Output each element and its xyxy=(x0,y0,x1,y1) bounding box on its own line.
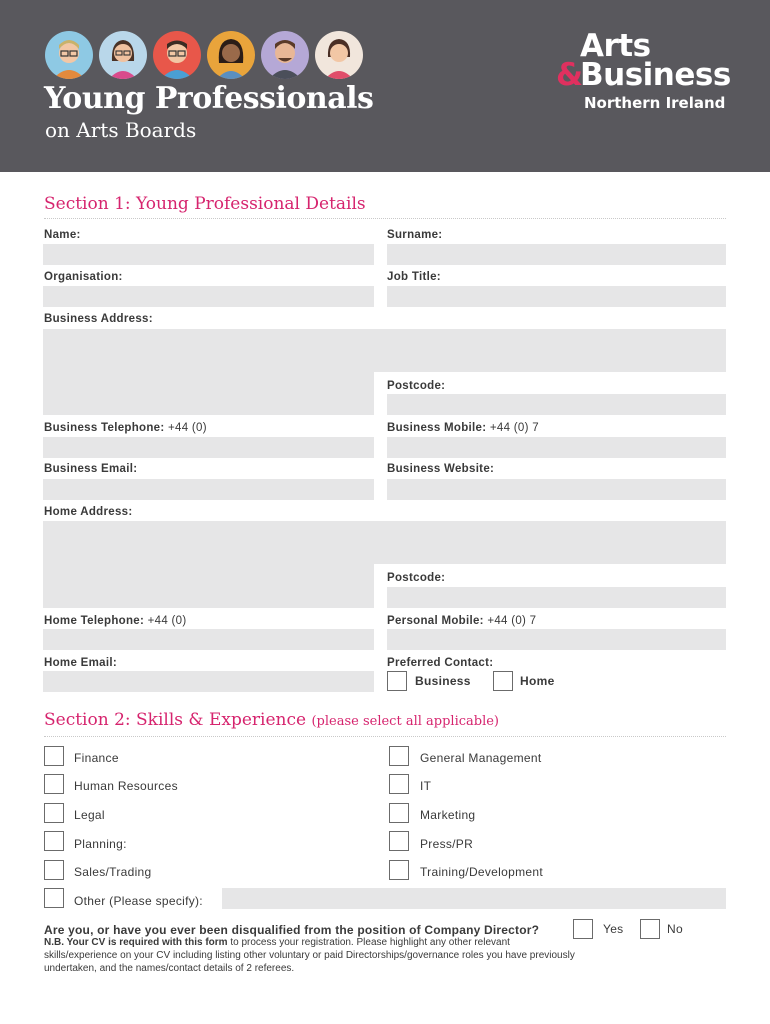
skill-sales-trading-label: Sales/Trading xyxy=(74,865,152,879)
business-email-field[interactable] xyxy=(43,479,374,500)
preferred-contact-home-label: Home xyxy=(520,674,555,688)
business-website-field[interactable] xyxy=(387,479,726,500)
organisation-label: Organisation: xyxy=(44,271,123,283)
banner-subtitle: on Arts Boards xyxy=(45,118,197,142)
home-email-field[interactable] xyxy=(43,671,374,692)
section-2-title: Section 2: Skills & Experience (please select all applicable) xyxy=(44,710,499,730)
home-postcode-field[interactable] xyxy=(387,587,726,608)
avatar-illustration xyxy=(207,31,255,79)
home-address-label: Home Address: xyxy=(44,506,133,518)
business-address-field[interactable] xyxy=(43,329,726,372)
disqualified-no-checkbox[interactable] xyxy=(640,919,660,939)
disqualified-no-label: No xyxy=(667,922,683,936)
skill-other-label: Other (Please specify): xyxy=(74,894,203,908)
home-email-label: Home Email: xyxy=(44,657,117,669)
skill-press-pr-checkbox[interactable] xyxy=(389,831,409,851)
home-telephone-label: Home Telephone: +44 (0) xyxy=(44,615,187,627)
home-address-field[interactable] xyxy=(43,521,726,564)
skill-finance-checkbox[interactable] xyxy=(44,746,64,766)
skill-legal-checkbox[interactable] xyxy=(44,803,64,823)
skill-planning-checkbox[interactable] xyxy=(44,831,64,851)
skill-training-development-label: Training/Development xyxy=(420,865,543,879)
name-field[interactable] xyxy=(43,244,374,265)
section-2-divider xyxy=(44,736,726,737)
preferred-contact-label: Preferred Contact: xyxy=(387,657,494,669)
business-mobile-label: Business Mobile: +44 (0) 7 xyxy=(387,422,539,434)
preferred-contact-business-label: Business xyxy=(415,674,471,688)
skill-other-checkbox[interactable] xyxy=(44,888,64,908)
surname-field[interactable] xyxy=(387,244,726,265)
skill-other-field[interactable] xyxy=(222,888,726,909)
job-title-label: Job Title: xyxy=(387,271,441,283)
home-telephone-field[interactable] xyxy=(43,629,374,650)
home-address-field-lower[interactable] xyxy=(43,564,374,608)
preferred-contact-business-checkbox[interactable] xyxy=(387,671,407,691)
skill-marketing-checkbox[interactable] xyxy=(389,803,409,823)
surname-label: Surname: xyxy=(387,229,443,241)
skill-training-development-checkbox[interactable] xyxy=(389,860,409,880)
skill-general-management-checkbox[interactable] xyxy=(389,746,409,766)
avatar-illustration xyxy=(99,31,147,79)
business-postcode-label: Postcode: xyxy=(387,380,446,392)
skill-general-management-label: General Management xyxy=(420,751,542,765)
preferred-contact-home-checkbox[interactable] xyxy=(493,671,513,691)
skill-it-checkbox[interactable] xyxy=(389,774,409,794)
avatar-illustration xyxy=(261,31,309,79)
section-2-note: (please select all applicable) xyxy=(311,714,499,729)
business-telephone-label: Business Telephone: +44 (0) xyxy=(44,422,207,434)
business-email-label: Business Email: xyxy=(44,463,138,475)
skill-sales-trading-checkbox[interactable] xyxy=(44,860,64,880)
avatar-illustration xyxy=(315,31,363,79)
section-1-divider xyxy=(44,218,726,219)
skill-finance-label: Finance xyxy=(74,751,119,765)
business-website-label: Business Website: xyxy=(387,463,495,475)
business-mobile-field[interactable] xyxy=(387,437,726,458)
disqualified-yes-label: Yes xyxy=(603,922,624,936)
avatar-illustration xyxy=(45,31,93,79)
skill-human-resources-checkbox[interactable] xyxy=(44,774,64,794)
skill-legal-label: Legal xyxy=(74,808,105,822)
skill-human-resources-label: Human Resources xyxy=(74,779,178,793)
cv-footnote: N.B. Your CV is required with this form to process your registration. Please highlight any other relevant skills/experience on your CV including listing other voluntary or paid Directorships/governance roles you have previously undertaken, and the names/contact details of 2 referees. xyxy=(44,937,575,974)
organisation-field[interactable] xyxy=(43,286,374,307)
job-title-field[interactable] xyxy=(387,286,726,307)
business-telephone-field[interactable] xyxy=(43,437,374,458)
skill-it-label: IT xyxy=(420,779,432,793)
business-postcode-field[interactable] xyxy=(387,394,726,415)
skill-marketing-label: Marketing xyxy=(420,808,476,822)
business-address-label: Business Address: xyxy=(44,313,153,325)
disqualification-question: Are you, or have you ever been disqualified from the position of Company Director? xyxy=(44,923,540,937)
skill-planning-label: Planning: xyxy=(74,837,127,851)
personal-mobile-field[interactable] xyxy=(387,629,726,650)
header-banner: Young Professionals on Arts Boards Arts & Business Northern Ireland xyxy=(0,0,770,172)
business-address-field-lower[interactable] xyxy=(43,372,374,415)
personal-mobile-label: Personal Mobile: +44 (0) 7 xyxy=(387,615,537,627)
avatar-illustration xyxy=(153,31,201,79)
section-1-title: Section 1: Young Professional Details xyxy=(44,194,366,214)
home-postcode-label: Postcode: xyxy=(387,572,446,584)
name-label: Name: xyxy=(44,229,81,241)
skill-press-pr-label: Press/PR xyxy=(420,837,474,851)
banner-title: Young Professionals xyxy=(44,81,374,116)
